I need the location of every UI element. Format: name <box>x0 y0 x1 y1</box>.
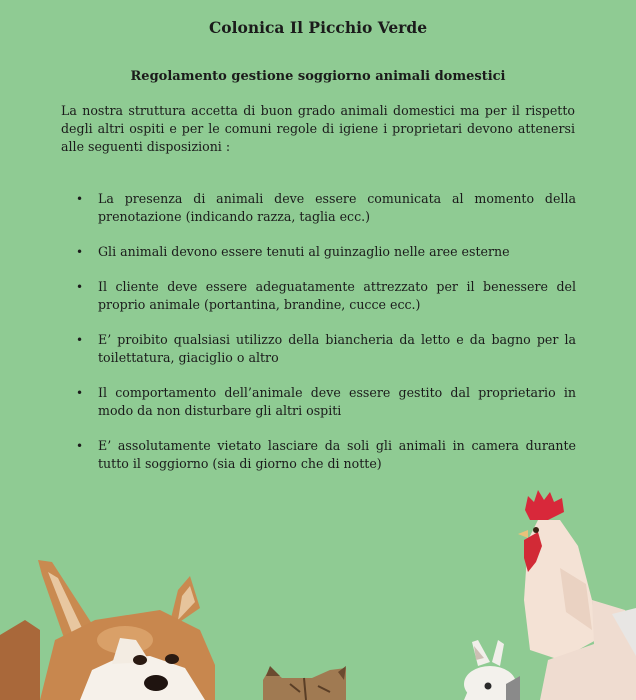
bullet-icon: • <box>76 439 84 453</box>
rule-text: E’ assolutamente vietato lasciare da soli gli animali in camera durante tutto il soggiorno (sia di giorno che di notte) <box>98 438 576 471</box>
rule-item <box>76 331 576 367</box>
rule-text: Il cliente deve essere adeguatamente attrezzato per il benessere del proprio animale (portantina, brandine, cucce ecc.) <box>98 279 576 312</box>
rule-item <box>76 437 576 473</box>
rule-item <box>76 243 576 261</box>
rule-item <box>76 190 576 226</box>
document-subtitle: Regolamento gestione soggiorno animali domestici <box>130 69 506 84</box>
animals-illustration <box>0 480 636 700</box>
bullet-icon: • <box>76 386 84 400</box>
bullet-icon: • <box>76 333 84 347</box>
tabby-cat-icon <box>263 666 346 700</box>
bullet-icon: • <box>76 280 84 294</box>
bullet-icon: • <box>76 192 84 206</box>
rule-text: Gli animali devono essere tenuti al guinzaglio nelle aree esterne <box>98 244 510 259</box>
rooster-icon <box>518 490 636 700</box>
rule-item <box>76 384 576 420</box>
rule-item <box>76 278 576 314</box>
document-title: Colonica Il Picchio Verde <box>208 18 428 37</box>
corgi-dog-icon <box>0 560 215 700</box>
intro-paragraph: La nostra struttura accetta di buon grado animali domestici ma per il rispetto degli altri ospiti e per le comuni regole di igiene i proprietari devono attenersi alle seguenti disposizioni : <box>61 103 575 154</box>
white-rabbit-icon <box>464 640 520 700</box>
rules-list <box>76 190 576 490</box>
rule-text: Il comportamento dell’animale deve essere gestito dal proprietario in modo da non disturbare gli altri ospiti <box>98 385 576 418</box>
rule-text: La presenza di animali deve essere comunicata al momento della prenotazione (indicando razza, taglia ecc.) <box>98 191 576 224</box>
rule-text: E’ proibito qualsiasi utilizzo della biancheria da letto e da bagno per la toilettatura, giaciglio o altro <box>98 332 576 365</box>
bullet-icon: • <box>76 245 84 259</box>
